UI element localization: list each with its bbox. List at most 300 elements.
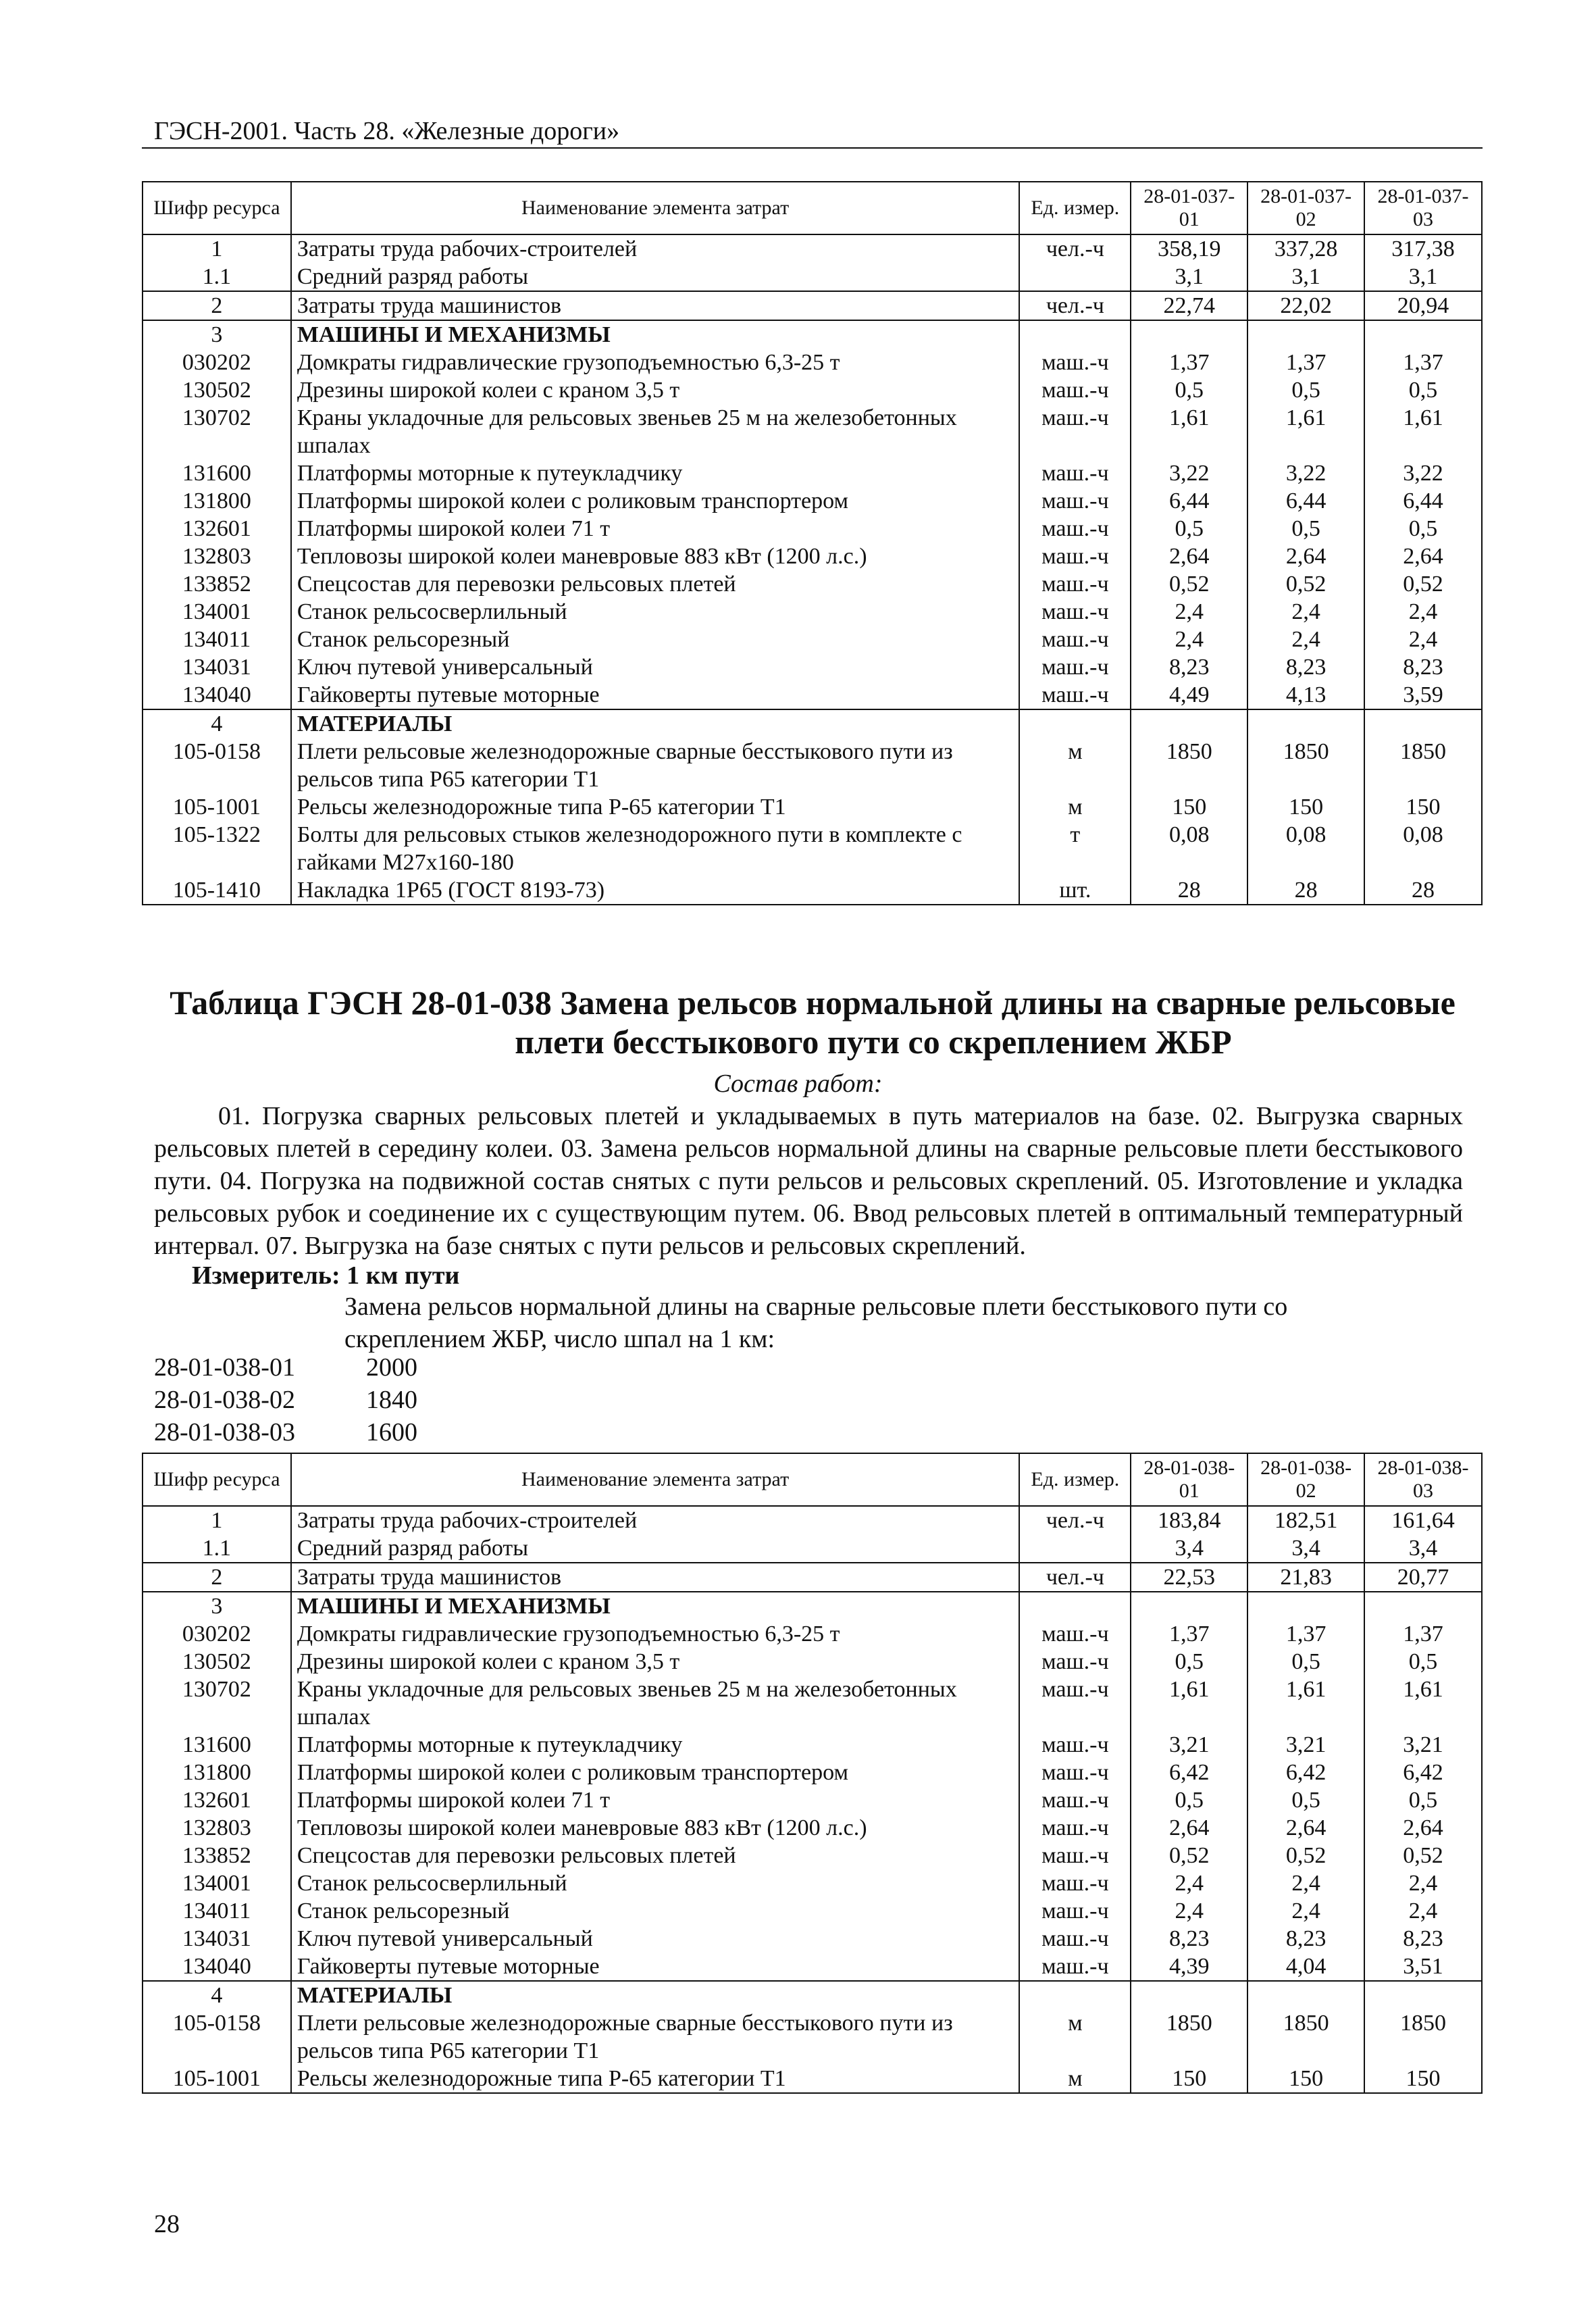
- value-col-2: 0,5: [1247, 515, 1364, 543]
- value-col-3: 161,64: [1364, 1506, 1482, 1534]
- unit-of-measure: маш.-ч: [1019, 376, 1131, 404]
- value-col-2: 6,44: [1247, 487, 1364, 515]
- table-row: [143, 1759, 1482, 1786]
- unit-of-measure: [1019, 1981, 1131, 2009]
- table-row: [143, 1869, 1482, 1897]
- unit-of-measure: маш.-ч: [1019, 349, 1131, 376]
- value-col-3: 3,1: [1364, 263, 1482, 291]
- cost-element-name: Средний разряд работы: [291, 1534, 1020, 1563]
- table-row: [143, 487, 1482, 515]
- unit-of-measure: [1019, 320, 1131, 349]
- value-col-1: 3,1: [1131, 263, 1247, 291]
- table-row: [143, 821, 1482, 876]
- table-row: [143, 1534, 1482, 1563]
- unit-of-measure: маш.-ч: [1019, 1897, 1131, 1925]
- table-row: [143, 320, 1482, 349]
- cost-element-name: Гайковерты путевые моторные: [291, 681, 1020, 709]
- unit-of-measure: чел.-ч: [1019, 1563, 1131, 1592]
- table-row: [143, 1953, 1482, 1981]
- variant-code: 28-01-038-02: [154, 1386, 295, 1414]
- unit-of-measure: м: [1019, 2009, 1131, 2065]
- value-col-1: 2,4: [1131, 626, 1247, 653]
- cost-element-name: Станок рельсорезный: [291, 1897, 1020, 1925]
- value-col-3: 1,37: [1364, 349, 1482, 376]
- table-row: [143, 1981, 1482, 2009]
- cost-element-name: Рельсы железнодорожные типа Р-65 категории Т1: [291, 2065, 1020, 2093]
- table-row: [143, 349, 1482, 376]
- cost-element-name: Краны укладочные для рельсовых звеньев 25 м на железобетонных шпалах: [291, 1676, 1020, 1731]
- resource-code: 132803: [143, 543, 291, 570]
- value-col-2: 2,4: [1247, 1897, 1364, 1925]
- table-row: [143, 1648, 1482, 1676]
- cost-element-name: Тепловозы широкой колеи маневровые 883 кВт (1200 л.с.): [291, 1814, 1020, 1842]
- table-row: [143, 738, 1482, 793]
- unit-of-measure: чел.-ч: [1019, 291, 1131, 320]
- resource-code: 030202: [143, 1620, 291, 1648]
- unit-of-measure: маш.-ч: [1019, 1786, 1131, 1814]
- resource-code: 134001: [143, 1869, 291, 1897]
- value-col-1: 183,84: [1131, 1506, 1247, 1534]
- value-col-2: 2,4: [1247, 1869, 1364, 1897]
- cost-element-name: Тепловозы широкой колеи маневровые 883 кВт (1200 л.с.): [291, 543, 1020, 570]
- value-col-2: 1,37: [1247, 349, 1364, 376]
- header-name: Наименование элемента затрат: [291, 1453, 1020, 1506]
- value-col-3: 2,4: [1364, 598, 1482, 626]
- value-col-2: 4,13: [1247, 681, 1364, 709]
- cost-element-name: Затраты труда рабочих-строителей: [291, 1506, 1020, 1534]
- unit-of-measure: маш.-ч: [1019, 1842, 1131, 1869]
- resource-code: 131600: [143, 1731, 291, 1759]
- unit-of-measure: [1019, 1534, 1131, 1563]
- cost-element-name: Затраты труда рабочих-строителей: [291, 234, 1020, 263]
- cost-element-name: Ключ путевой универсальный: [291, 653, 1020, 681]
- value-col-3: 1,61: [1364, 404, 1482, 459]
- table-row: [143, 681, 1482, 709]
- value-col-2: 1,61: [1247, 404, 1364, 459]
- unit-of-measure: маш.-ч: [1019, 1759, 1131, 1786]
- value-col-3: 2,64: [1364, 543, 1482, 570]
- header-col-1: 28-01-038-01: [1131, 1453, 1247, 1506]
- table-row: [143, 263, 1482, 291]
- resource-code: 131600: [143, 459, 291, 487]
- value-col-2: 0,52: [1247, 570, 1364, 598]
- header-unit: Ед. измер.: [1019, 1453, 1131, 1506]
- unit-of-measure: маш.-ч: [1019, 1620, 1131, 1648]
- header-code: Шифр ресурса: [143, 182, 291, 234]
- cost-element-name: Затраты труда машинистов: [291, 291, 1020, 320]
- table-row: [143, 1592, 1482, 1620]
- cost-element-name: МАШИНЫ И МЕХАНИЗМЫ: [291, 1592, 1020, 1620]
- value-col-2: [1247, 1981, 1364, 2009]
- value-col-3: 1850: [1364, 2009, 1482, 2065]
- value-col-2: 150: [1247, 793, 1364, 821]
- value-col-3: [1364, 1981, 1482, 2009]
- resource-code: 105-1410: [143, 876, 291, 905]
- value-col-2: 6,42: [1247, 1759, 1364, 1786]
- cost-element-name: Станок рельсосверлильный: [291, 1869, 1020, 1897]
- cost-element-name: Затраты труда машинистов: [291, 1563, 1020, 1592]
- value-col-3: 1,61: [1364, 1676, 1482, 1731]
- unit-of-measure: маш.-ч: [1019, 626, 1131, 653]
- value-col-1: 1,37: [1131, 349, 1247, 376]
- value-col-3: 1,37: [1364, 1620, 1482, 1648]
- header-col-2: 28-01-037-02: [1247, 182, 1364, 234]
- value-col-1: 4,39: [1131, 1953, 1247, 1981]
- value-col-2: 0,5: [1247, 1648, 1364, 1676]
- cost-element-name: Плети рельсовые железнодорожные сварные бесстыкового пути из рельсов типа Р65 категории Т1: [291, 738, 1020, 793]
- cost-element-name: Спецсостав для перевозки рельсовых плетей: [291, 570, 1020, 598]
- value-col-2: 1,61: [1247, 1676, 1364, 1731]
- cost-element-name: Болты для рельсовых стыков железнодорожного пути в комплекте с гайками М27х160-180: [291, 821, 1020, 876]
- value-col-3: 3,59: [1364, 681, 1482, 709]
- value-col-1: 22,53: [1131, 1563, 1247, 1592]
- header-code: Шифр ресурса: [143, 1453, 291, 1506]
- resource-code: 134040: [143, 681, 291, 709]
- unit-of-measure: [1019, 1592, 1131, 1620]
- resource-code: 130502: [143, 376, 291, 404]
- value-col-1: 2,4: [1131, 1897, 1247, 1925]
- value-col-1: 2,64: [1131, 543, 1247, 570]
- resource-code: 105-1322: [143, 821, 291, 876]
- cost-element-name: Платформы моторные к путеукладчику: [291, 459, 1020, 487]
- resource-code: 105-0158: [143, 738, 291, 793]
- resource-code: 130502: [143, 1648, 291, 1676]
- value-col-1: 358,19: [1131, 234, 1247, 263]
- value-col-1: 0,08: [1131, 821, 1247, 876]
- resource-code: 1.1: [143, 1534, 291, 1563]
- table-row: [143, 543, 1482, 570]
- value-col-1: [1131, 320, 1247, 349]
- value-col-2: 28: [1247, 876, 1364, 905]
- value-col-1: 0,5: [1131, 515, 1247, 543]
- value-col-2: 1,37: [1247, 1620, 1364, 1648]
- cost-element-name: Платформы широкой колеи 71 т: [291, 515, 1020, 543]
- value-col-2: [1247, 1592, 1364, 1620]
- table-row: [143, 234, 1482, 263]
- unit-of-measure: [1019, 263, 1131, 291]
- cost-element-name: Плети рельсовые железнодорожные сварные бесстыкового пути из рельсов типа Р65 категории Т1: [291, 2009, 1020, 2065]
- cost-element-name: Домкраты гидравлические грузоподъемностью 6,3-25 т: [291, 349, 1020, 376]
- value-col-3: 3,51: [1364, 1953, 1482, 1981]
- header-rule: [142, 147, 1483, 149]
- unit-of-measure: маш.-ч: [1019, 459, 1131, 487]
- value-col-2: 8,23: [1247, 653, 1364, 681]
- resource-code: 133852: [143, 1842, 291, 1869]
- unit-of-measure: м: [1019, 2065, 1131, 2093]
- cost-element-name: Накладка 1Р65 (ГОСТ 8193-73): [291, 876, 1020, 905]
- value-col-3: 3,22: [1364, 459, 1482, 487]
- value-col-1: 0,5: [1131, 1786, 1247, 1814]
- table-row: [143, 626, 1482, 653]
- resource-code: 131800: [143, 487, 291, 515]
- value-col-1: 0,5: [1131, 1648, 1247, 1676]
- resource-code: 134040: [143, 1953, 291, 1981]
- value-col-1: 0,5: [1131, 376, 1247, 404]
- table-row: [143, 1897, 1482, 1925]
- value-col-2: 337,28: [1247, 234, 1364, 263]
- value-col-3: 2,64: [1364, 1814, 1482, 1842]
- cost-element-name: Ключ путевой универсальный: [291, 1925, 1020, 1953]
- value-col-3: 3,4: [1364, 1534, 1482, 1563]
- value-col-2: 0,5: [1247, 376, 1364, 404]
- header-unit: Ед. измер.: [1019, 182, 1131, 234]
- value-col-3: 0,08: [1364, 821, 1482, 876]
- value-col-3: 6,42: [1364, 1759, 1482, 1786]
- cost-element-name: Платформы моторные к путеукладчику: [291, 1731, 1020, 1759]
- cost-element-name: Платформы широкой колеи с роликовым транспортером: [291, 1759, 1020, 1786]
- table-header-row: [143, 1453, 1482, 1506]
- resource-code: 1: [143, 234, 291, 263]
- resource-table-037: [142, 181, 1483, 905]
- value-col-2: [1247, 709, 1364, 738]
- value-col-3: 0,52: [1364, 1842, 1482, 1869]
- resource-code: 105-1001: [143, 793, 291, 821]
- table-row: [143, 876, 1482, 905]
- variant-code: 28-01-038-01: [154, 1353, 295, 1382]
- value-col-2: 3,4: [1247, 1534, 1364, 1563]
- table-row: [143, 459, 1482, 487]
- table-title-line-2: плети бесстыкового пути со скреплением ЖБР: [515, 1023, 1232, 1061]
- table-row: [143, 1731, 1482, 1759]
- header-name: Наименование элемента затрат: [291, 182, 1020, 234]
- work-composition-caption: Состав работ:: [713, 1070, 883, 1098]
- value-col-3: 0,5: [1364, 1786, 1482, 1814]
- cost-element-name: Дрезины широкой колеи с краном 3,5 т: [291, 376, 1020, 404]
- value-col-3: 8,23: [1364, 653, 1482, 681]
- value-col-1: 6,42: [1131, 1759, 1247, 1786]
- variant-value: 1840: [366, 1386, 417, 1414]
- cost-element-name: Домкраты гидравлические грузоподъемностью 6,3-25 т: [291, 1620, 1020, 1648]
- value-col-2: 0,52: [1247, 1842, 1364, 1869]
- variant-row: [154, 1416, 417, 1449]
- value-col-1: 8,23: [1131, 653, 1247, 681]
- unit-of-measure: маш.-ч: [1019, 1648, 1131, 1676]
- unit-of-measure: [1019, 709, 1131, 738]
- cost-element-name: Гайковерты путевые моторные: [291, 1953, 1020, 1981]
- value-col-1: 0,52: [1131, 570, 1247, 598]
- resource-code: 134011: [143, 626, 291, 653]
- page-number: 28: [154, 2210, 180, 2238]
- unit-of-measure: маш.-ч: [1019, 543, 1131, 570]
- value-col-3: 8,23: [1364, 1925, 1482, 1953]
- variant-row: [154, 1351, 417, 1384]
- value-col-2: 3,21: [1247, 1731, 1364, 1759]
- cost-element-name: Спецсостав для перевозки рельсовых плетей: [291, 1842, 1020, 1869]
- table-header-row: [143, 182, 1482, 234]
- variant-value: 1600: [366, 1418, 417, 1447]
- value-col-1: 1,61: [1131, 1676, 1247, 1731]
- cost-element-name: МАТЕРИАЛЫ: [291, 1981, 1020, 2009]
- resource-code: 131800: [143, 1759, 291, 1786]
- resource-code: 3: [143, 1592, 291, 1620]
- variant-description: Замена рельсов нормальной длины на сварные рельсовые плети бесстыкового пути со скреплением ЖБР, число шпал на 1 км:: [344, 1292, 1288, 1353]
- value-col-1: 150: [1131, 2065, 1247, 2093]
- value-col-2: 8,23: [1247, 1925, 1364, 1953]
- value-col-3: 317,38: [1364, 234, 1482, 263]
- cost-element-name: Краны укладочные для рельсовых звеньев 25 м на железобетонных шпалах: [291, 404, 1020, 459]
- header-col-3: 28-01-037-03: [1364, 182, 1482, 234]
- resource-code: 133852: [143, 570, 291, 598]
- resource-code: 2: [143, 291, 291, 320]
- resource-code: 105-1001: [143, 2065, 291, 2093]
- table-row: [143, 2065, 1482, 2093]
- table-row: [143, 1506, 1482, 1534]
- unit-of-measure: шт.: [1019, 876, 1131, 905]
- unit-of-measure: м: [1019, 738, 1131, 793]
- variant-code: 28-01-038-03: [154, 1418, 295, 1447]
- value-col-1: [1131, 709, 1247, 738]
- resource-code: 1.1: [143, 263, 291, 291]
- value-col-2: 0,5: [1247, 1786, 1364, 1814]
- value-col-3: 3,21: [1364, 1731, 1482, 1759]
- table-row: [143, 1842, 1482, 1869]
- value-col-2: 2,64: [1247, 543, 1364, 570]
- value-col-3: 0,5: [1364, 1648, 1482, 1676]
- work-composition-text: 01. Погрузка сварных рельсовых плетей и укладываемых в путь материалов на базе. 02. Выгрузка сварных рельсовых плетей в середину колеи. 03. Замена рельсов нормальной длины на сварные рельсовые плети бесстыкового пути. 04. Погрузка на подвижной состав снятых с пути рельсов и рельсовых скреплений. 05. Изготовление и укладка рельсовых рубок и соединение их с существующим путем. 06. Ввод рельсовых плетей в оптимальный температурный интервал. 07. Выгрузка на базе снятых с пути рельсов и рельсовых скреплений.: [154, 1102, 1463, 1260]
- unit-of-measure: чел.-ч: [1019, 234, 1131, 263]
- cost-element-name: Платформы широкой колеи 71 т: [291, 1786, 1020, 1814]
- value-col-1: 22,74: [1131, 291, 1247, 320]
- cost-element-name: Средний разряд работы: [291, 263, 1020, 291]
- resource-code: 130702: [143, 1676, 291, 1731]
- unit-of-measure: т: [1019, 821, 1131, 876]
- unit-of-measure: маш.-ч: [1019, 487, 1131, 515]
- value-col-1: 1850: [1131, 2009, 1247, 2065]
- resource-code: 132601: [143, 515, 291, 543]
- resource-code: 132803: [143, 1814, 291, 1842]
- value-col-2: 0,08: [1247, 821, 1364, 876]
- resource-code: 3: [143, 320, 291, 349]
- value-col-2: 3,1: [1247, 263, 1364, 291]
- value-col-1: 1850: [1131, 738, 1247, 793]
- value-col-1: 28: [1131, 876, 1247, 905]
- resource-code: 134031: [143, 653, 291, 681]
- unit-of-measure: маш.-ч: [1019, 1731, 1131, 1759]
- table-title-line-1: Таблица ГЭСН 28-01-038 Замена рельсов нормальной длины на сварные рельсовые: [170, 984, 1456, 1022]
- cost-element-name: Платформы широкой колеи с роликовым транспортером: [291, 487, 1020, 515]
- value-col-3: 150: [1364, 2065, 1482, 2093]
- value-col-1: 3,22: [1131, 459, 1247, 487]
- value-col-3: 6,44: [1364, 487, 1482, 515]
- value-col-1: 2,4: [1131, 598, 1247, 626]
- table-row: [143, 1925, 1482, 1953]
- cost-element-name: МАТЕРИАЛЫ: [291, 709, 1020, 738]
- table-row: [143, 653, 1482, 681]
- cost-element-name: Дрезины широкой колеи с краном 3,5 т: [291, 1648, 1020, 1676]
- value-col-3: 0,5: [1364, 515, 1482, 543]
- unit-of-measure: маш.-ч: [1019, 1814, 1131, 1842]
- value-col-2: 22,02: [1247, 291, 1364, 320]
- value-col-3: 2,4: [1364, 626, 1482, 653]
- value-col-1: [1131, 1981, 1247, 2009]
- value-col-1: 2,64: [1131, 1814, 1247, 1842]
- value-col-2: 1850: [1247, 738, 1364, 793]
- value-col-2: 2,64: [1247, 1814, 1364, 1842]
- value-col-2: [1247, 320, 1364, 349]
- value-col-3: 1850: [1364, 738, 1482, 793]
- measure-unit: Измеритель: 1 км пути: [192, 1261, 460, 1290]
- table-row: [143, 709, 1482, 738]
- value-col-1: 1,61: [1131, 404, 1247, 459]
- value-col-1: 1,37: [1131, 1620, 1247, 1648]
- table-row: [143, 291, 1482, 320]
- unit-of-measure: маш.-ч: [1019, 404, 1131, 459]
- table-row: [143, 793, 1482, 821]
- unit-of-measure: маш.-ч: [1019, 570, 1131, 598]
- resource-code: 105-0158: [143, 2009, 291, 2065]
- variant-value: 2000: [366, 1353, 417, 1382]
- resource-code: 1: [143, 1506, 291, 1534]
- running-head: ГЭСН-2001. Часть 28. «Железные дороги»: [154, 117, 620, 145]
- resource-code: 134031: [143, 1925, 291, 1953]
- unit-of-measure: маш.-ч: [1019, 653, 1131, 681]
- table-row: [143, 2009, 1482, 2065]
- unit-of-measure: маш.-ч: [1019, 1925, 1131, 1953]
- resource-code: 4: [143, 709, 291, 738]
- value-col-3: [1364, 320, 1482, 349]
- value-col-1: [1131, 1592, 1247, 1620]
- value-col-2: 182,51: [1247, 1506, 1364, 1534]
- value-col-3: [1364, 709, 1482, 738]
- resource-code: 4: [143, 1981, 291, 2009]
- value-col-3: 150: [1364, 793, 1482, 821]
- value-col-3: 20,94: [1364, 291, 1482, 320]
- value-col-2: 2,4: [1247, 598, 1364, 626]
- value-col-1: 6,44: [1131, 487, 1247, 515]
- header-col-3: 28-01-038-03: [1364, 1453, 1482, 1506]
- table-row: [143, 404, 1482, 459]
- value-col-2: 150: [1247, 2065, 1364, 2093]
- resource-code: 030202: [143, 349, 291, 376]
- table-row: [143, 1676, 1482, 1731]
- value-col-1: 0,52: [1131, 1842, 1247, 1869]
- value-col-2: 4,04: [1247, 1953, 1364, 1981]
- cost-element-name: Станок рельсорезный: [291, 626, 1020, 653]
- value-col-3: 0,5: [1364, 376, 1482, 404]
- table-title: [154, 983, 1471, 1061]
- cost-element-name: Рельсы железнодорожные типа Р-65 категории Т1: [291, 793, 1020, 821]
- value-col-2: 1850: [1247, 2009, 1364, 2065]
- resource-code: 2: [143, 1563, 291, 1592]
- value-col-2: 21,83: [1247, 1563, 1364, 1592]
- value-col-1: 4,49: [1131, 681, 1247, 709]
- unit-of-measure: маш.-ч: [1019, 1953, 1131, 1981]
- unit-of-measure: м: [1019, 793, 1131, 821]
- value-col-2: 3,22: [1247, 459, 1364, 487]
- value-col-3: 2,4: [1364, 1869, 1482, 1897]
- cost-element-name: МАШИНЫ И МЕХАНИЗМЫ: [291, 320, 1020, 349]
- value-col-3: 28: [1364, 876, 1482, 905]
- table-row: [143, 598, 1482, 626]
- resource-code: 134011: [143, 1897, 291, 1925]
- table-row: [143, 1814, 1482, 1842]
- value-col-3: 0,52: [1364, 570, 1482, 598]
- value-col-2: 2,4: [1247, 626, 1364, 653]
- unit-of-measure: маш.-ч: [1019, 1869, 1131, 1897]
- value-col-1: 8,23: [1131, 1925, 1247, 1953]
- table-row: [143, 1563, 1482, 1592]
- value-col-1: 3,21: [1131, 1731, 1247, 1759]
- value-col-3: 20,77: [1364, 1563, 1482, 1592]
- table-row: [143, 1620, 1482, 1648]
- unit-of-measure: маш.-ч: [1019, 598, 1131, 626]
- variant-list: [154, 1351, 417, 1449]
- table-row: [143, 1786, 1482, 1814]
- table-row: [143, 570, 1482, 598]
- unit-of-measure: маш.-ч: [1019, 515, 1131, 543]
- table-row: [143, 376, 1482, 404]
- header-col-2: 28-01-038-02: [1247, 1453, 1364, 1506]
